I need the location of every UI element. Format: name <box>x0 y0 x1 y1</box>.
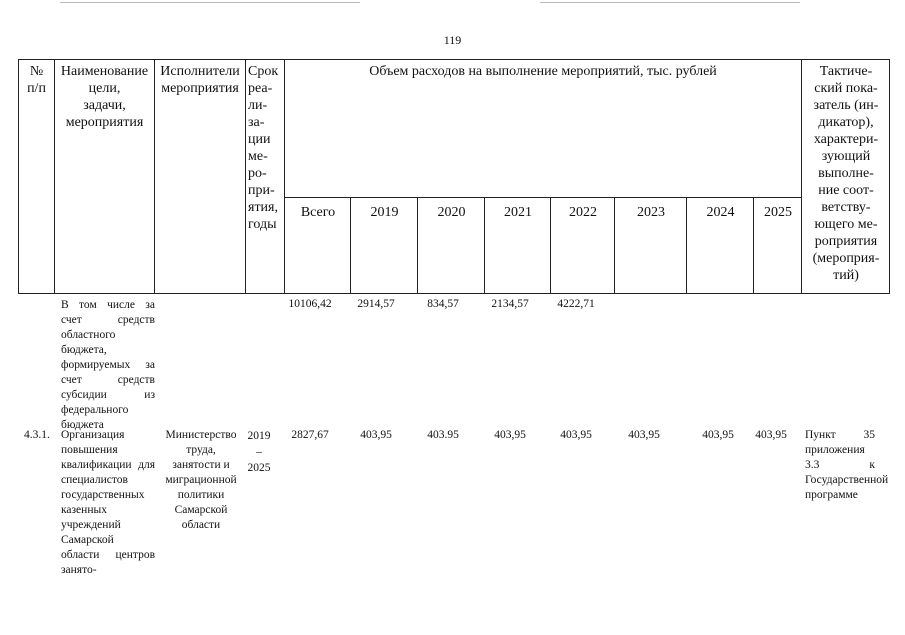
table-cell-2021: 403,95 <box>494 429 526 441</box>
header-expenses: Объем расходов на выполнение мероприятий, тыс. рублей <box>369 64 717 79</box>
header-col-2023: 2023 <box>637 205 665 220</box>
header-col-2021: 2021 <box>504 205 532 220</box>
table-cell-2019: 403,95 <box>360 429 392 441</box>
header-executors: Исполнители мероприятия <box>160 64 240 96</box>
table-cell-2024: 403,95 <box>702 429 734 441</box>
header-col-2020: 2020 <box>437 205 466 220</box>
header-term: Срок реа- ли- за- ции ме- ро- при- ятия, годы <box>248 64 279 232</box>
table-row-num: 4.3.1. <box>24 429 50 441</box>
header-col-2024: 2024 <box>706 205 735 220</box>
table-cell-2022: 403,95 <box>560 429 592 441</box>
table-cell-2022: 4222,71 <box>557 298 595 310</box>
table-row-indicator: Пункт 35 приложения 3.3 к Государственной программе <box>805 429 889 501</box>
header-col-2025: 2025 <box>764 205 792 220</box>
page-number: 119 <box>443 33 462 47</box>
table-cell-2021: 2134,57 <box>491 298 529 310</box>
table-cell-total: 2827,67 <box>291 429 329 441</box>
table-row-executors: Министерство труда, занятости и миграционной политики Самарской области <box>165 429 237 531</box>
table-row-name: В том числе за счет средств областного бюджета, формируемых за счет средств субсидии из федерального бюджета <box>61 299 155 431</box>
table-cell-2020: 834,57 <box>427 298 459 310</box>
header-col-2022: 2022 <box>569 205 597 220</box>
table-cell-total: 10106,42 <box>288 298 332 310</box>
table-cell-2023: 403,95 <box>628 429 660 441</box>
table-row-name: Организация повышения квалификации для специалистов государственных казенных учреждений Самарской области центров занято- <box>61 429 155 576</box>
table-cell-2020: 403.95 <box>427 429 459 441</box>
header-col-total: Всего <box>300 205 336 220</box>
header-name: Наименование цели, задачи, мероприятия <box>60 64 149 130</box>
header-indicator: Тактиче- ский пока- затель (ин- дикатор), характери- зующий выполне- ние соот- ветству- ющего ме- роприятия (мероприя- тий) <box>812 64 880 283</box>
header-col-2019: 2019 <box>370 205 399 220</box>
header-num: № п/п <box>27 64 46 96</box>
table-cell-2019: 2914,57 <box>357 298 395 310</box>
table-row-term: 2019 – 2025 <box>247 430 271 474</box>
table-cell-2025: 403,95 <box>755 429 787 441</box>
